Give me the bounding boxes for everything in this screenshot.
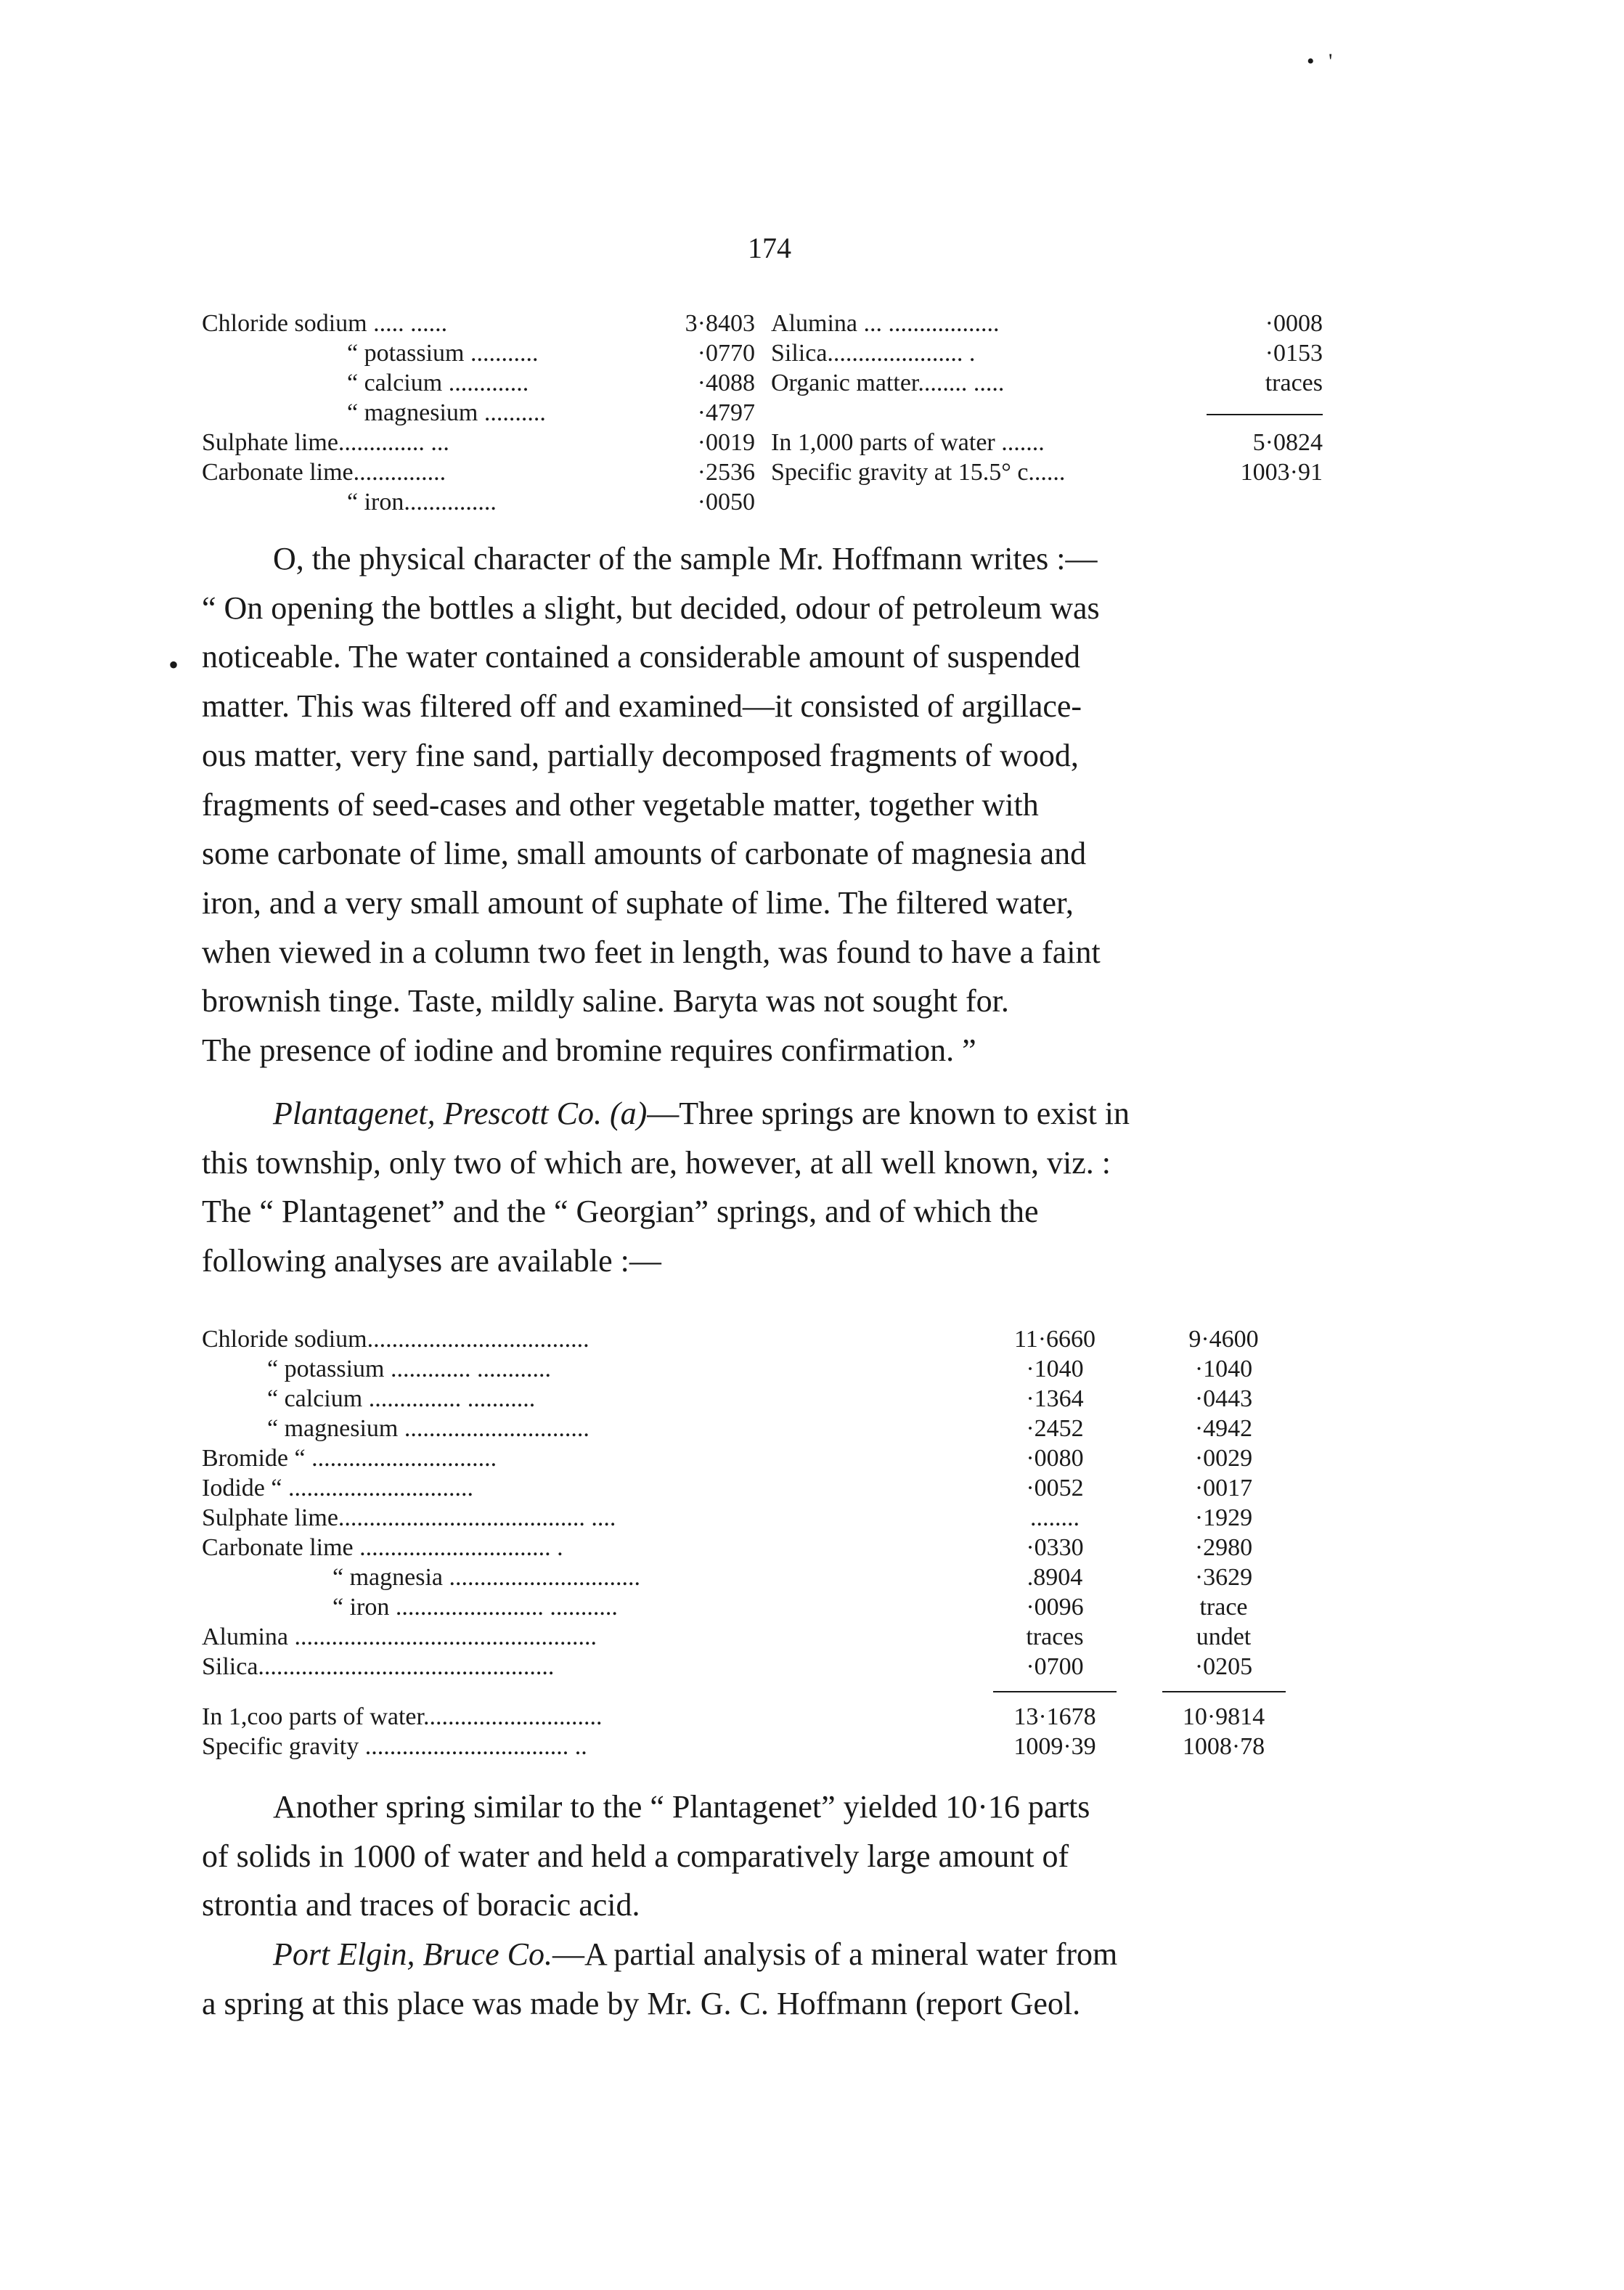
- row-label-text: Bromide “ ..............................: [202, 1445, 497, 1472]
- page-number: 174: [748, 232, 791, 264]
- table-row: [771, 368, 1323, 398]
- row-label: [771, 428, 1192, 457]
- text-line: noticeable. The water contained a considerable amount of suspended: [202, 639, 1080, 675]
- row-label: [202, 487, 653, 517]
- row-label-text: Sulphate lime........................................ ....: [202, 1504, 616, 1531]
- row-label: [202, 1354, 982, 1384]
- row-label-text: Specific gravity at 15.5° c......: [771, 459, 1066, 486]
- rule-spacer: [202, 1682, 982, 1702]
- plantagenet-value: ·0700: [1026, 1653, 1084, 1680]
- row-value: 3·8403: [685, 310, 755, 337]
- plantagenet-value: ·0080: [1026, 1445, 1084, 1472]
- row-label: [771, 368, 1192, 398]
- row-value: ·0019: [697, 429, 755, 456]
- text-line: O, the physical character of the sample Mr. Hoffmann writes :—: [273, 541, 1098, 576]
- row-label-text: “ potassium ............. ............: [267, 1356, 551, 1382]
- row-value: ·4088: [697, 370, 755, 396]
- plantagenet-value: ·0096: [1026, 1594, 1084, 1621]
- plantagenet-value: traces: [1026, 1623, 1084, 1650]
- plantagenet-analysis-table: [202, 1324, 1321, 1761]
- table-row: [202, 1533, 1321, 1562]
- plantagenet-value: ·1364: [1026, 1385, 1084, 1412]
- georgian-value: ·0029: [1194, 1445, 1253, 1472]
- row-label: [202, 368, 653, 398]
- row-label-text: “ magnesium ..............................: [267, 1415, 589, 1442]
- table-row: [202, 1473, 1321, 1503]
- row-label-text: Chloride sodium ..... ......: [202, 310, 448, 337]
- row-label: [202, 1622, 982, 1652]
- row-value: 1003·91: [1240, 459, 1323, 486]
- table-row: [771, 398, 1323, 428]
- text-line: fragments of seed-cases and other vegetable matter, together with: [202, 786, 1039, 823]
- row-label-text: Carbonate lime ............................... .: [202, 1534, 563, 1561]
- row-label: [202, 1414, 982, 1443]
- table-row: [771, 457, 1323, 487]
- total-rule: [993, 1691, 1117, 1692]
- row-label: [202, 1562, 982, 1592]
- row-label: [202, 1473, 982, 1503]
- row-label: [202, 398, 653, 428]
- text-line: of solids in 1000 of water and held a comparatively large amount of: [202, 1838, 1069, 1874]
- text-line: iron, and a very small amount of suphate of lime. The filtered water,: [202, 884, 1074, 921]
- analysis-table-left: [202, 309, 755, 517]
- table-row: [202, 1732, 1321, 1761]
- row-label: [202, 1592, 982, 1622]
- paragraph-port-elgin: [202, 1930, 1320, 2028]
- georgian-value: 10·9814: [1182, 1703, 1265, 1730]
- text-line: [202, 1089, 1320, 1138]
- total-rule: [1207, 414, 1323, 415]
- row-value: ·0050: [697, 489, 755, 516]
- row-label: [202, 1324, 982, 1354]
- text-line: matter. This was filtered off and examined—it consisted of argillace-: [202, 688, 1082, 725]
- georgian-value: 1008·78: [1182, 1733, 1265, 1760]
- row-label: [771, 338, 1192, 368]
- table-row: [771, 309, 1323, 338]
- row-label: [202, 1732, 982, 1761]
- table-row: [202, 1443, 1321, 1473]
- georgian-value: ·0443: [1194, 1385, 1253, 1412]
- table-row: [202, 1414, 1321, 1443]
- paragraph-another-spring: [202, 1782, 1320, 1930]
- plantagenet-value: 1009·39: [1013, 1733, 1096, 1760]
- plantagenet-value: ·0330: [1026, 1534, 1084, 1561]
- table-row: [771, 338, 1323, 368]
- plantagenet-value: ·2452: [1026, 1415, 1084, 1442]
- heading-rest: —A partial analysis of a mineral water from: [552, 1936, 1118, 1972]
- heading-rest: —Three springs are known to exist in: [647, 1096, 1130, 1131]
- row-label: [202, 1384, 982, 1414]
- row-label-text: Sulphate lime.............. ...: [202, 429, 449, 456]
- text-line: strontia and traces of boracic acid.: [202, 1887, 640, 1923]
- table-row: [771, 428, 1323, 457]
- row-label-text: “ calcium ............... ...........: [267, 1385, 536, 1412]
- row-label-text: In 1,000 parts of water .......: [771, 429, 1045, 456]
- row-label: [771, 457, 1192, 487]
- table-row: [202, 1562, 1321, 1592]
- text-line: when viewed in a column two feet in length, was found to have a faint: [202, 934, 1101, 970]
- georgian-value: ·3629: [1194, 1564, 1253, 1591]
- plantagenet-value: 13·1678: [1013, 1703, 1096, 1730]
- row-label-text: Organic matter........ .....: [771, 370, 1005, 396]
- georgian-value: undet: [1196, 1623, 1252, 1650]
- text-line: a spring at this place was made by Mr. G. C. Hoffmann (report Geol.: [202, 1985, 1081, 2021]
- georgian-value: ·2980: [1194, 1534, 1253, 1561]
- paragraph-physical-character: [202, 534, 1320, 1075]
- row-label: [202, 1533, 982, 1562]
- text-line: [202, 1930, 1320, 1979]
- row-label-text: Iodide “ ..............................: [202, 1475, 473, 1501]
- table-row: [202, 1652, 1321, 1682]
- row-label: [202, 309, 653, 338]
- row-label-text: Chloride sodium....................................: [202, 1326, 589, 1353]
- row-label: [202, 1443, 982, 1473]
- table-row: [202, 1324, 1321, 1354]
- paragraph-plantagenet: [202, 1089, 1320, 1286]
- row-value: ·0008: [1265, 310, 1323, 337]
- row-label: [771, 398, 1192, 428]
- text-line: brownish tinge. Taste, mildly saline. Baryta was not sought for.: [202, 983, 1009, 1019]
- text-line: Another spring similar to the “ Plantagenet” yielded 10·16 parts: [273, 1789, 1090, 1825]
- georgian-value: ·1929: [1194, 1504, 1253, 1531]
- row-label-text: “ calcium .............: [347, 370, 529, 396]
- plantagenet-value: .8904: [1027, 1564, 1083, 1591]
- row-label-text: Alumina ... ..................: [771, 310, 1000, 337]
- text-line: ous matter, very fine sand, partially decomposed fragments of wood,: [202, 737, 1079, 773]
- row-label-text: Alumina .................................................: [202, 1623, 597, 1650]
- row-label: [771, 309, 1192, 338]
- row-label-text: Carbonate lime...............: [202, 459, 446, 486]
- text-line: “ On opening the bottles a slight, but decided, odour of petroleum was: [202, 590, 1100, 626]
- georgian-value: ·1040: [1194, 1356, 1253, 1382]
- row-value: ·2536: [697, 459, 755, 486]
- georgian-value: ·4942: [1194, 1415, 1253, 1442]
- row-label-text: Silica...................... .: [771, 340, 976, 367]
- section-heading: Port Elgin, Bruce Co.: [273, 1936, 552, 1972]
- table-row: [202, 309, 755, 338]
- table-row: [202, 1354, 1321, 1384]
- georgian-value: ·0017: [1194, 1475, 1253, 1501]
- row-label: [202, 1702, 982, 1732]
- row-value: 5·0824: [1252, 429, 1323, 456]
- row-label-text: “ potassium ...........: [347, 340, 539, 367]
- row-label: [202, 338, 653, 368]
- table-row: [202, 1503, 1321, 1533]
- georgian-value: trace: [1199, 1594, 1248, 1621]
- rule-cell: [1127, 1682, 1320, 1702]
- row-label: [202, 428, 653, 457]
- plantagenet-value: ·1040: [1026, 1356, 1084, 1382]
- row-value: ·0153: [1265, 340, 1323, 367]
- text-line: this township, only two of which are, however, at all well known, viz. :: [202, 1144, 1111, 1181]
- table-row: [202, 338, 755, 368]
- row-label-text: Silica................................................: [202, 1653, 555, 1680]
- row-label: [202, 1652, 982, 1682]
- row-label-text: Specific gravity ................................. ..: [202, 1733, 587, 1760]
- total-rule-row: [202, 1682, 1321, 1702]
- row-label: [202, 1503, 982, 1533]
- row-label: [202, 457, 653, 487]
- table-row: [202, 1592, 1321, 1622]
- table-row: [202, 487, 755, 517]
- table-row: [202, 368, 755, 398]
- section-heading: Plantagenet, Prescott Co. (a): [273, 1096, 648, 1131]
- row-label-text: “ magnesium ..........: [347, 399, 546, 426]
- row-label-text: “ iron...............: [347, 489, 497, 516]
- text-line: some carbonate of lime, small amounts of carbonate of magnesia and: [202, 836, 1087, 872]
- table-row: [202, 398, 755, 428]
- plantagenet-value: ·0052: [1026, 1475, 1084, 1501]
- row-value: ·4797: [697, 399, 755, 426]
- plantagenet-value: ........: [1030, 1504, 1080, 1531]
- table-row: [202, 428, 755, 457]
- text-line: The “ Plantagenet” and the “ Georgian” springs, and of which the: [202, 1194, 1039, 1230]
- margin-bullet: •: [168, 648, 179, 681]
- row-value: ·0770: [697, 340, 755, 367]
- table-row: [202, 457, 755, 487]
- rule-cell: [982, 1682, 1127, 1702]
- row-label-text: “ iron ........................ ...........: [332, 1594, 618, 1621]
- stray-mark: • ': [1307, 49, 1337, 73]
- analysis-table-right: [771, 309, 1323, 487]
- row-label-text: In 1,coo parts of water.............................: [202, 1703, 603, 1730]
- text-line: following analyses are available :—: [202, 1243, 661, 1279]
- table-row: [202, 1384, 1321, 1414]
- plantagenet-value: 11·6660: [1013, 1326, 1096, 1353]
- row-value: [1192, 398, 1323, 428]
- row-label-text: “ magnesia ...............................: [332, 1564, 640, 1591]
- table-row: [202, 1702, 1321, 1732]
- row-value: traces: [1265, 370, 1323, 396]
- georgian-value: 9·4600: [1188, 1326, 1259, 1353]
- text-line: The presence of iodine and bromine requires confirmation. ”: [202, 1032, 976, 1069]
- total-rule: [1162, 1691, 1286, 1692]
- georgian-value: ·0205: [1194, 1653, 1253, 1680]
- table-row: [202, 1622, 1321, 1652]
